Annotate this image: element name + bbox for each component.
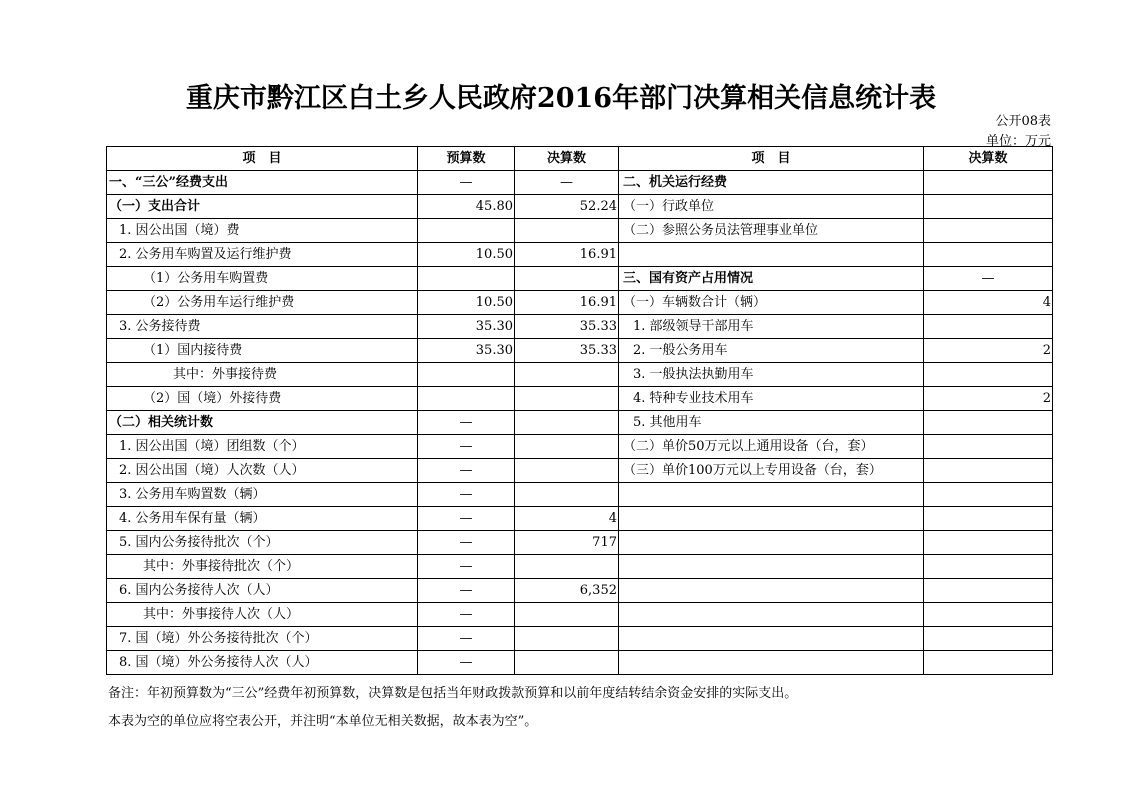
right-final-value [924, 531, 1053, 555]
form-number: 公开08表 [995, 114, 1051, 129]
right-final-value [924, 219, 1053, 243]
left-item-label: 1. 因公出国（境）费 [107, 219, 418, 243]
left-item-label: （1）公务用车购置费 [107, 267, 418, 291]
left-item-label: 其中：外事接待费 [107, 363, 418, 387]
left-item-label: 其中：外事接待人次（人） [107, 603, 418, 627]
table-row [107, 315, 1053, 339]
right-final-value [924, 627, 1053, 651]
right-final-value [924, 651, 1053, 675]
final-value: 16.91 [515, 291, 619, 315]
table-row [107, 363, 1053, 387]
left-item-label: 3. 公务接待费 [107, 315, 418, 339]
table-row [107, 579, 1053, 603]
budget-value [418, 387, 515, 411]
right-item-label [619, 243, 924, 267]
final-value [515, 411, 619, 435]
left-item-label: 1. 因公出国（境）团组数（个） [107, 435, 418, 459]
left-item-label: 5. 国内公务接待批次（个） [107, 531, 418, 555]
right-item-label: （一）行政单位 [619, 195, 924, 219]
budget-value [418, 219, 515, 243]
right-item-label: 4. 特种专业技术用车 [619, 387, 924, 411]
final-value [515, 435, 619, 459]
right-item-label: 5. 其他用车 [619, 411, 924, 435]
right-final-value: 2 [924, 339, 1053, 363]
budget-value: — [418, 435, 515, 459]
header-item: 项 目 [107, 147, 418, 171]
final-value [515, 459, 619, 483]
budget-value: 10.50 [418, 243, 515, 267]
header-budget: 预算数 [418, 147, 515, 171]
final-value [515, 483, 619, 507]
right-final-value [924, 507, 1053, 531]
final-value: 52.24 [515, 195, 619, 219]
budget-value: — [418, 507, 515, 531]
table-row [107, 459, 1053, 483]
table-row [107, 483, 1053, 507]
right-final-value [924, 459, 1053, 483]
left-item-label: 一、“三公”经费支出 [107, 171, 418, 195]
right-final-value [924, 171, 1053, 195]
table-row [107, 531, 1053, 555]
left-item-label: 3. 公务用车购置数（辆） [107, 483, 418, 507]
right-final-value: 2 [924, 387, 1053, 411]
note-empty-table: 本表为空的单位应将空表公开，并注明“本单位无相关数据，故本表为空”。 [108, 714, 538, 729]
table-row [107, 555, 1053, 579]
right-final-value [924, 411, 1053, 435]
table-row [107, 435, 1053, 459]
budget-value: — [418, 603, 515, 627]
budget-value: 35.30 [418, 315, 515, 339]
table-row [107, 243, 1053, 267]
left-item-label: （一）支出合计 [107, 195, 418, 219]
budget-value: — [418, 651, 515, 675]
header-item-2: 项 目 [619, 147, 924, 171]
right-final-value [924, 435, 1053, 459]
header-final-2: 决算数 [924, 147, 1053, 171]
right-item-label: （一）车辆数合计（辆） [619, 291, 924, 315]
left-item-label: （2）公务用车运行维护费 [107, 291, 418, 315]
budget-value: — [418, 555, 515, 579]
right-final-value [924, 579, 1053, 603]
final-value: 35.33 [515, 339, 619, 363]
final-value [515, 387, 619, 411]
budget-value: — [418, 579, 515, 603]
unit-label: 单位：万元 [985, 134, 1051, 149]
budget-value: — [418, 531, 515, 555]
final-value: — [515, 171, 619, 195]
budget-value: 45.80 [418, 195, 515, 219]
table-row [107, 387, 1053, 411]
budget-value: 35.30 [418, 339, 515, 363]
right-item-label: 三、国有资产占用情况 [619, 267, 924, 291]
right-item-label: 2. 一般公务用车 [619, 339, 924, 363]
right-final-value [924, 195, 1053, 219]
right-item-label [619, 555, 924, 579]
final-value: 35.33 [515, 315, 619, 339]
right-item-label [619, 603, 924, 627]
final-value [515, 555, 619, 579]
table-row [107, 171, 1053, 195]
final-value: 6,352 [515, 579, 619, 603]
table-row [107, 219, 1053, 243]
right-item-label: 二、机关运行经费 [619, 171, 924, 195]
right-final-value [924, 483, 1053, 507]
right-item-label [619, 507, 924, 531]
right-final-value [924, 243, 1053, 267]
final-value [515, 363, 619, 387]
left-item-label: 其中：外事接待批次（个） [107, 555, 418, 579]
right-item-label [619, 579, 924, 603]
final-value: 717 [515, 531, 619, 555]
right-item-label [619, 627, 924, 651]
right-item-label [619, 651, 924, 675]
left-item-label: 2. 公务用车购置及运行维护费 [107, 243, 418, 267]
left-item-label: 6. 国内公务接待人次（人） [107, 579, 418, 603]
budget-value: 10.50 [418, 291, 515, 315]
right-item-label: 1. 部级领导干部用车 [619, 315, 924, 339]
table-row [107, 651, 1053, 675]
right-item-label: 3. 一般执法执勤用车 [619, 363, 924, 387]
final-value [515, 267, 619, 291]
right-item-label [619, 531, 924, 555]
table-row [107, 291, 1053, 315]
table-row [107, 411, 1053, 435]
table-row [107, 603, 1053, 627]
right-final-value [924, 363, 1053, 387]
header-final: 决算数 [515, 147, 619, 171]
budget-value: — [418, 459, 515, 483]
table-row [107, 507, 1053, 531]
budget-value [418, 363, 515, 387]
final-value [515, 219, 619, 243]
page-title: 重庆市黔江区白土乡人民政府2016年部门决算相关信息统计表 [185, 83, 937, 114]
budget-value: — [418, 627, 515, 651]
right-item-label [619, 483, 924, 507]
right-final-value: — [924, 267, 1053, 291]
left-item-label: （1）国内接待费 [107, 339, 418, 363]
right-item-label: （二）单价50万元以上通用设备（台，套） [619, 435, 924, 459]
right-final-value [924, 555, 1053, 579]
budget-value: — [418, 483, 515, 507]
table-row [107, 339, 1053, 363]
budget-value: — [418, 171, 515, 195]
left-item-label: 8. 国（境）外公务接待人次（人） [107, 651, 418, 675]
right-final-value: 4 [924, 291, 1053, 315]
statistics-table [106, 146, 1053, 675]
budget-value [418, 267, 515, 291]
right-final-value [924, 315, 1053, 339]
left-item-label: （2）国（境）外接待费 [107, 387, 418, 411]
table-row [107, 627, 1053, 651]
left-item-label: 7. 国（境）外公务接待批次（个） [107, 627, 418, 651]
final-value [515, 651, 619, 675]
left-item-label: 2. 因公出国（境）人次数（人） [107, 459, 418, 483]
final-value: 16.91 [515, 243, 619, 267]
right-item-label: （二）参照公务员法管理事业单位 [619, 219, 924, 243]
final-value: 4 [515, 507, 619, 531]
budget-value: — [418, 411, 515, 435]
right-item-label: （三）单价100万元以上专用设备（台，套） [619, 459, 924, 483]
left-item-label: 4. 公务用车保有量（辆） [107, 507, 418, 531]
header-row [107, 147, 1053, 171]
note-remark: 备注：年初预算数为“三公”经费年初预算数，决算数是包括当年财政拨款预算和以前年度结转结余资金安排的实际支出。 [108, 686, 798, 701]
final-value [515, 627, 619, 651]
final-value [515, 603, 619, 627]
right-final-value [924, 603, 1053, 627]
table-row [107, 267, 1053, 291]
table-row [107, 195, 1053, 219]
left-item-label: （二）相关统计数 [107, 411, 418, 435]
